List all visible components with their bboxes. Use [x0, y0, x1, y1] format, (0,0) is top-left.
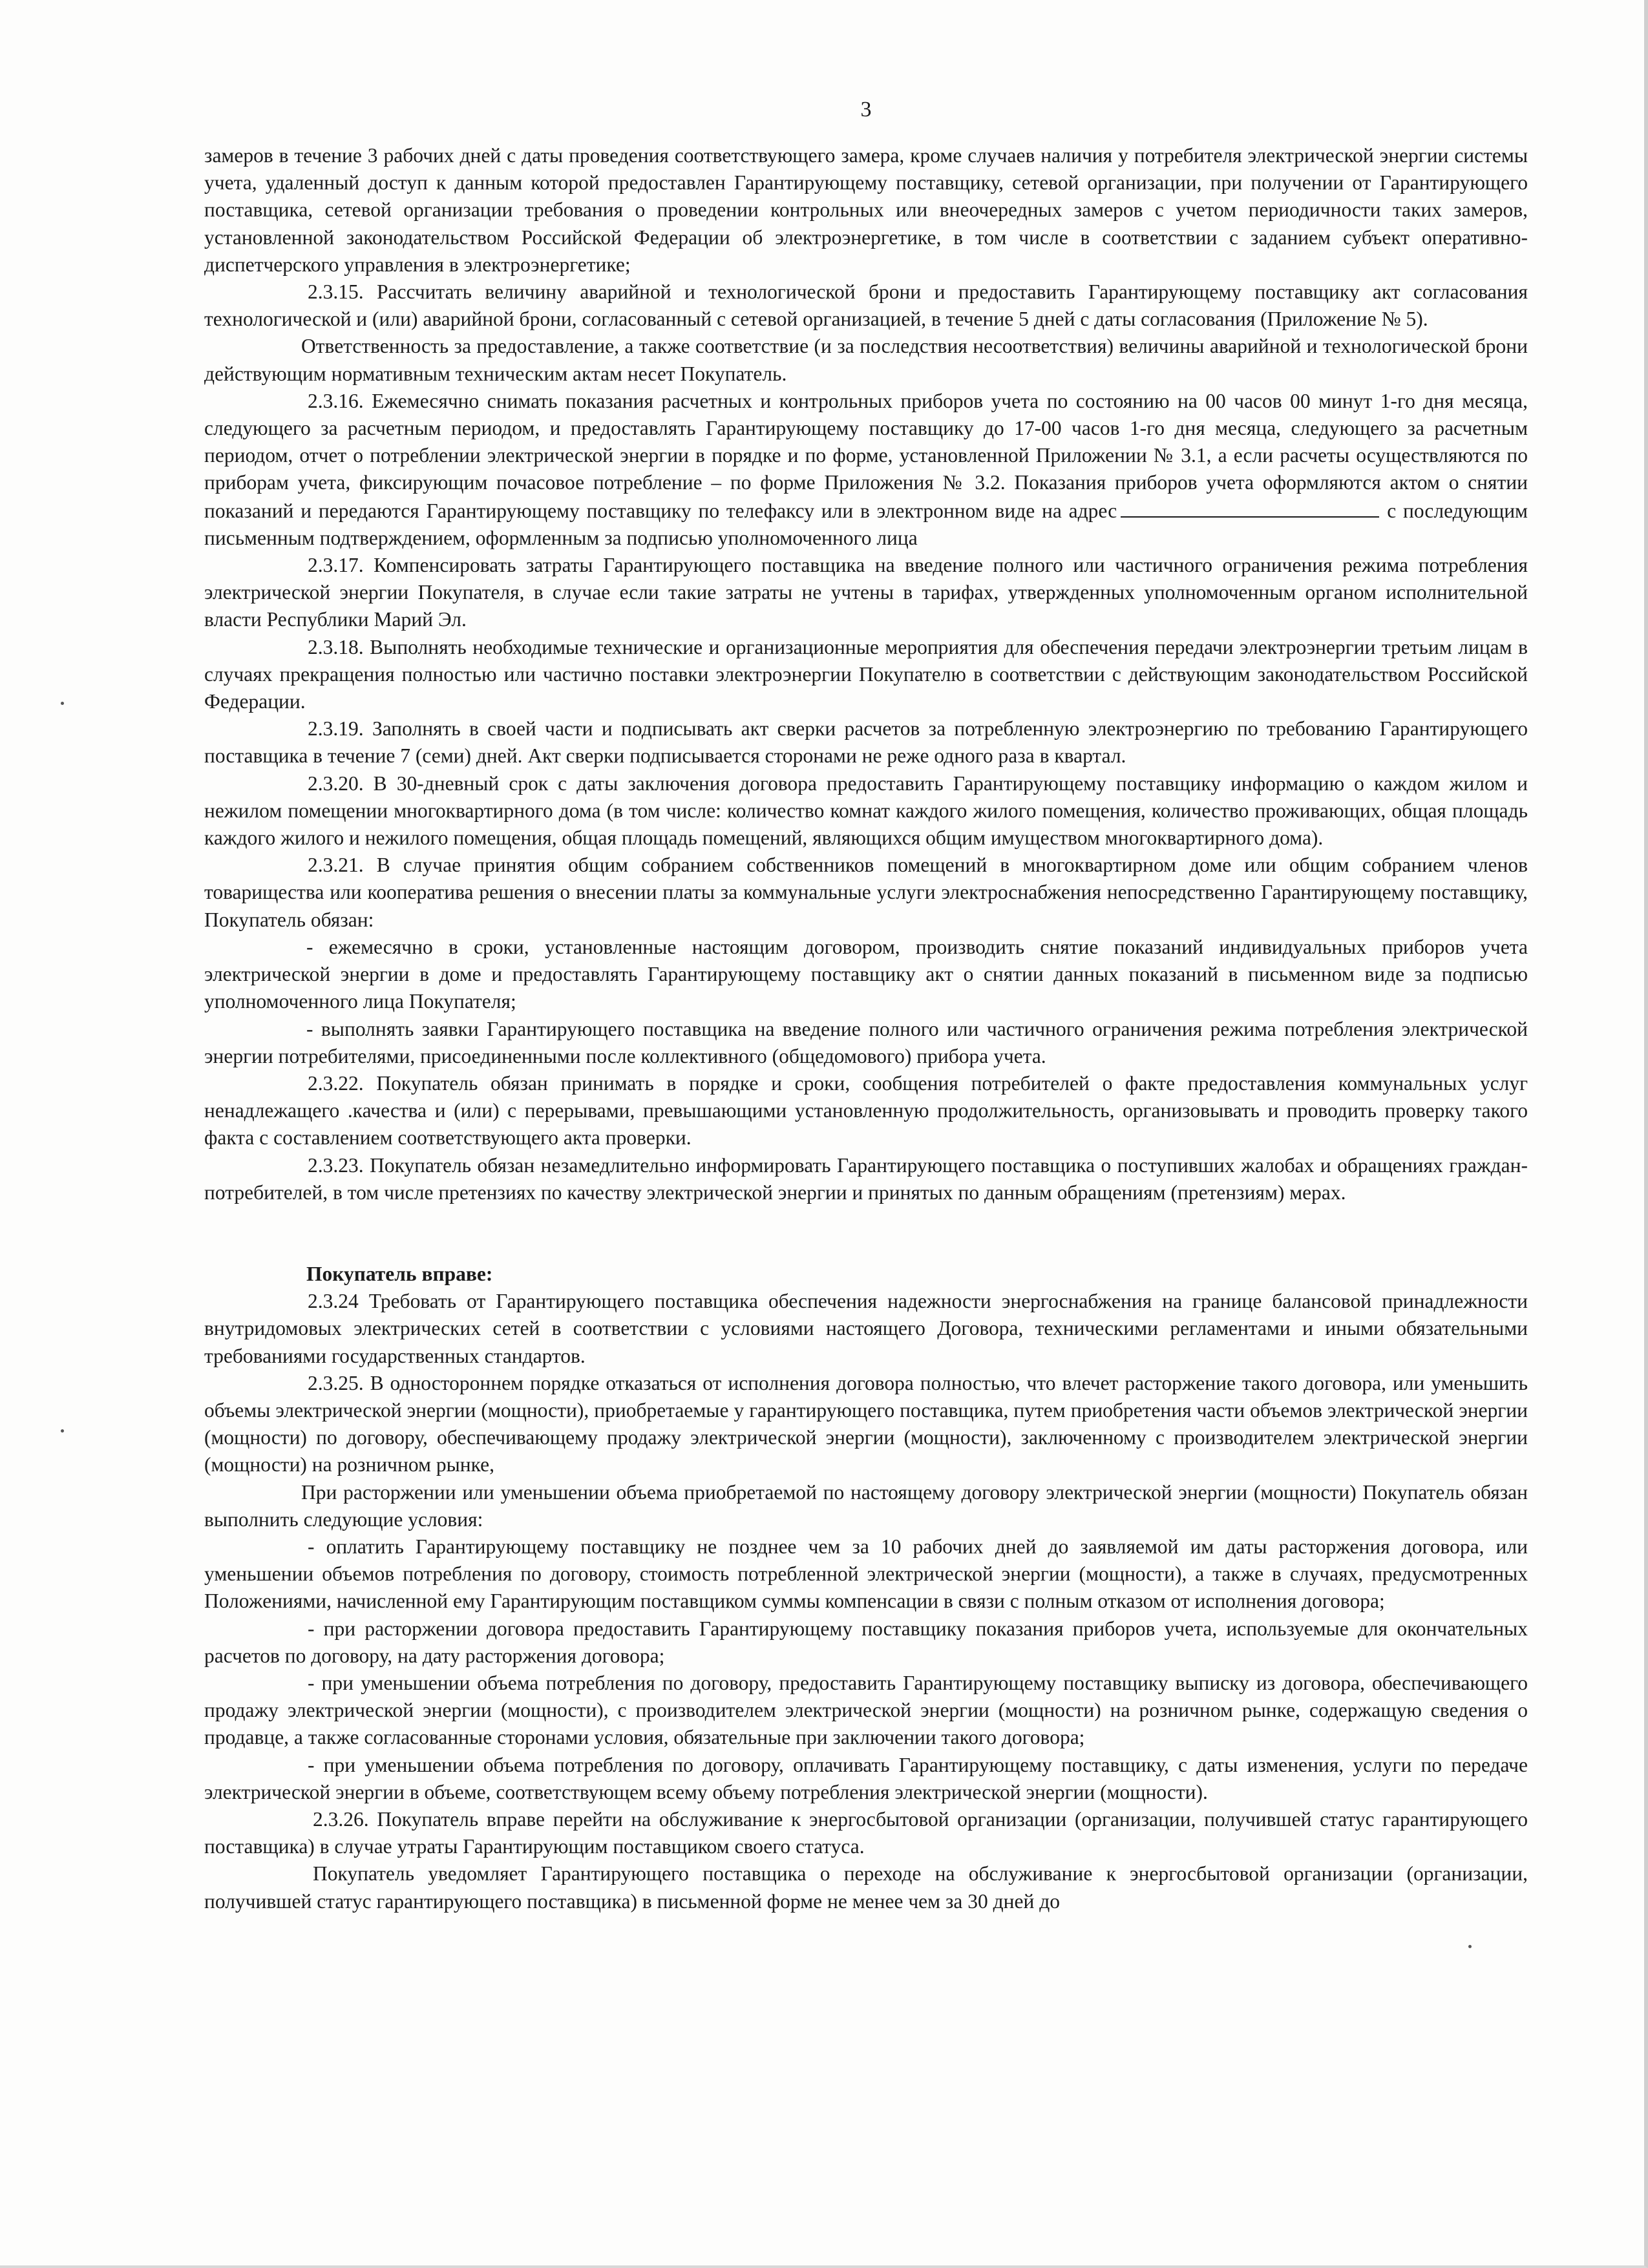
- scan-speck: [61, 702, 64, 705]
- paragraph: 2.3.19. Заполнять в своей части и подписывать акт сверки расчетов за потребленную электроэнергию по требованию Гарантирующего поставщика в течение 7 (семи) дней. Акт сверки подписывается сторонами не реже одного раза в квартал.: [204, 717, 1528, 768]
- paragraph: Ответственность за предоставление, а также соответствие (и за последствия несоответствия) величины аварийной и технологической брони действующим нормативным техническим актам несет Покупатель.: [204, 335, 1528, 385]
- list-item: - при расторжении договора предоставить Гарантирующему поставщику показания приборов учета, используемые для окончательных расчетов по договору, на дату расторжения договора;: [204, 1617, 1528, 1667]
- section-gap: [204, 1206, 1528, 1261]
- list-item: - выполнять заявки Гарантирующего поставщика на введение полного или частичного ограничения режима потребления электрической энергии потребителями, присоединенными после коллективного (общедомового) прибора учета.: [204, 1017, 1528, 1067]
- scan-speck: [61, 1429, 64, 1433]
- page-number: 3: [860, 98, 872, 121]
- paragraph: 2.3.22. Покупатель обязан принимать в порядке и сроки, сообщения потребителей о факте предоставления коммунальных услуг ненадлежащего .качества и (или) с перерывами, превышающими установленную продолжительность, организовывать и проводить проверку такого факта с составлением соответствующего акта проверки.: [204, 1071, 1528, 1150]
- paragraph: [204, 388, 1528, 552]
- paragraph: 2.3.15. Рассчитать величину аварийной и технологической брони и предоставить Гарантирующему поставщику акт согласования технологической и (или) аварийной брони, согласованный с сетевой организацией, в течение 5 дней с даты согласования (Приложение № 5).: [204, 280, 1528, 331]
- list-item: - ежемесячно в сроки, установленные настоящим договором, производить снятие показаний индивидуальных приборов учета электрической энергии в доме и предоставлять Гарантирующему поставщику акт о снятии данных показаний в письменном виде за подписью уполномоченного лица Покупателя;: [204, 935, 1528, 1013]
- paragraph: 2.3.23. Покупатель обязан незамедлительно информировать Гарантирующего поставщика о поступивших жалобах и обращениях граждан-потребителей, в том числе претензиях по качеству электрической энергии и принятых по данным обращениям (претензиям) мерах.: [204, 1153, 1528, 1204]
- paragraph: При расторжении или уменьшении объема приобретаемой по настоящему договору электрической энергии (мощности) Покупатель обязан выполнить следующие условия:: [204, 1480, 1528, 1531]
- list-item: - при уменьшении объема потребления по договору, оплачивать Гарантирующему поставщику, с даты изменения, услуги по передаче электрической энергии в объеме, соответствующем всему объему потребления электрической энергии (мощности).: [204, 1753, 1528, 1803]
- paragraph-text: 2.3.16. Ежемесячно снимать показания расчетных и контрольных приборов учета по состоянию на 00 часов 00 минут 1-го дня месяца, следующего за расчетным периодом, и предоставлять Гарантирующему поставщику до 17-00 часов 1-го дня месяца, следующего за расчетным периодом, отчет о потреблении электрической энергии в порядке и по форме, установленной Приложении № 3.1, а если расчеты осуществляются по приборам учета, фиксирующим почасовое потребление – по форме Приложения № 3.2. Показания приборов учета оформляются актом о снятии показаний и передаются Гарантирующему поставщику по телефаксу или в электронном виде на адрес: [204, 389, 1528, 522]
- paragraph: Покупатель уведомляет Гарантирующего поставщика о переходе на обслуживание к энергосбытовой организации (организации, получившей статус гарантирующего поставщика) в письменной форме не менее чем за 30 дней до: [204, 1862, 1528, 1913]
- paragraph: 2.3.21. В случае принятия общим собранием собственников помещений в многоквартирном доме или общим собранием членов товарищества или кооператива решения о внесении платы за коммунальные услуги электроснабжения непосредственно Гарантирующему поставщику, Покупатель обязан:: [204, 854, 1528, 931]
- paragraph-text: с последующим письменным подтверждением, оформленным за подписью уполномоченного лица: [204, 499, 1528, 549]
- scan-speck: [1468, 1945, 1472, 1948]
- paragraph: 2.3.17. Компенсировать затраты Гарантирующего поставщика на введение полного или частичного ограничения режима потребления электрической энергии Покупателя, в случае если такие затраты не учтены в тарифах, утвержденных уполномоченным органом исполнительной власти Республики Марий Эл.: [204, 554, 1528, 631]
- paragraph: 2.3.26. Покупатель вправе перейти на обслуживание к энергосбытовой организации (организации, получившей статус гарантирующего поставщика) в случае утраты Гарантирующим поставщиком своего статуса.: [204, 1807, 1528, 1858]
- document-body: [204, 142, 1528, 1915]
- paragraph: замеров в течение 3 рабочих дней с даты проведения соответствующего замера, кроме случаев наличия у потребителя электрической энергии системы учета, удаленный доступ к данным которой предоставлен Гарантирующему поставщику, сетевой организации, при получении от Гарантирующего поставщика, сетевой организации требования о проведении контрольных или внеочередных замеров с учетом периодичности таких замеров, установленной законодательством Российской Федерации об электроэнергетике, в том числе в соответствии с заданием субъект оперативно-диспетчерского управления в электроэнергетике;: [204, 144, 1528, 276]
- paragraph: 2.3.18. Выполнять необходимые технические и организационные мероприятия для обеспечения передачи электроэнергии третьим лицам в случаях прекращения полностью или частично поставки электроэнергии Покупателю в соответствии с действующим законодательством Российской Федерации.: [204, 635, 1528, 713]
- section-heading: Покупатель вправе:: [306, 1262, 493, 1285]
- paragraph: 2.3.24 Требовать от Гарантирующего поставщика обеспечения надежности энергоснабжения на границе балансовой принадлежности внутридомовых электрических сетей в соответствии с условиями настоящего Договора, техническими регламентами и иными обязательными требованиями государственных стандартов.: [204, 1290, 1528, 1367]
- document-page: [204, 97, 1528, 1915]
- list-item: - оплатить Гарантирующему поставщику не позднее чем за 10 рабочих дней до заявляемой им даты расторжения договора, или уменьшении объемов потребления по договору, стоимость потребленной электрической энергии (мощности), а также в случаях, предусмотренных Положениями, начисленной ему Гарантирующим поставщиком суммы компенсации в связи с полным отказом от исполнения договора;: [204, 1535, 1528, 1613]
- list-item: - при уменьшении объема потребления по договору, предоставить Гарантирующему поставщику выписку из договора, обеспечивающего продажу электрической энергии (мощности), с производителем электрической энергии (мощности) на розничном рынке, содержащую сведения о продавце, а также согласованные сторонами условия, обязательные при заключении такого договора;: [204, 1671, 1528, 1749]
- email-address-blank: [1121, 497, 1379, 518]
- paragraph: 2.3.20. В 30-дневный срок с даты заключения договора предоставить Гарантирующему поставщику информацию о каждом жилом и нежилом помещении многоквартирного дома (в том числе: количество комнат каждого жилого помещения, количество проживающих, общая площадь каждого жилого и нежилого помещения, общая площадь помещений, являющихся общим имуществом многоквартирного дома).: [204, 772, 1528, 850]
- paragraph: 2.3.25. В одностороннем порядке отказаться от исполнения договора полностью, что влечет расторжение такого договора, или уменьшить объемы электрической энергии (мощности), приобретаемые у гарантирующего поставщика, путем приобретения части объемов электрической энергии (мощности) по договору, обеспечивающему продажу электрической энергии (мощности), заключенному с производителем электрической энергии (мощности) на розничном рынке,: [204, 1371, 1528, 1476]
